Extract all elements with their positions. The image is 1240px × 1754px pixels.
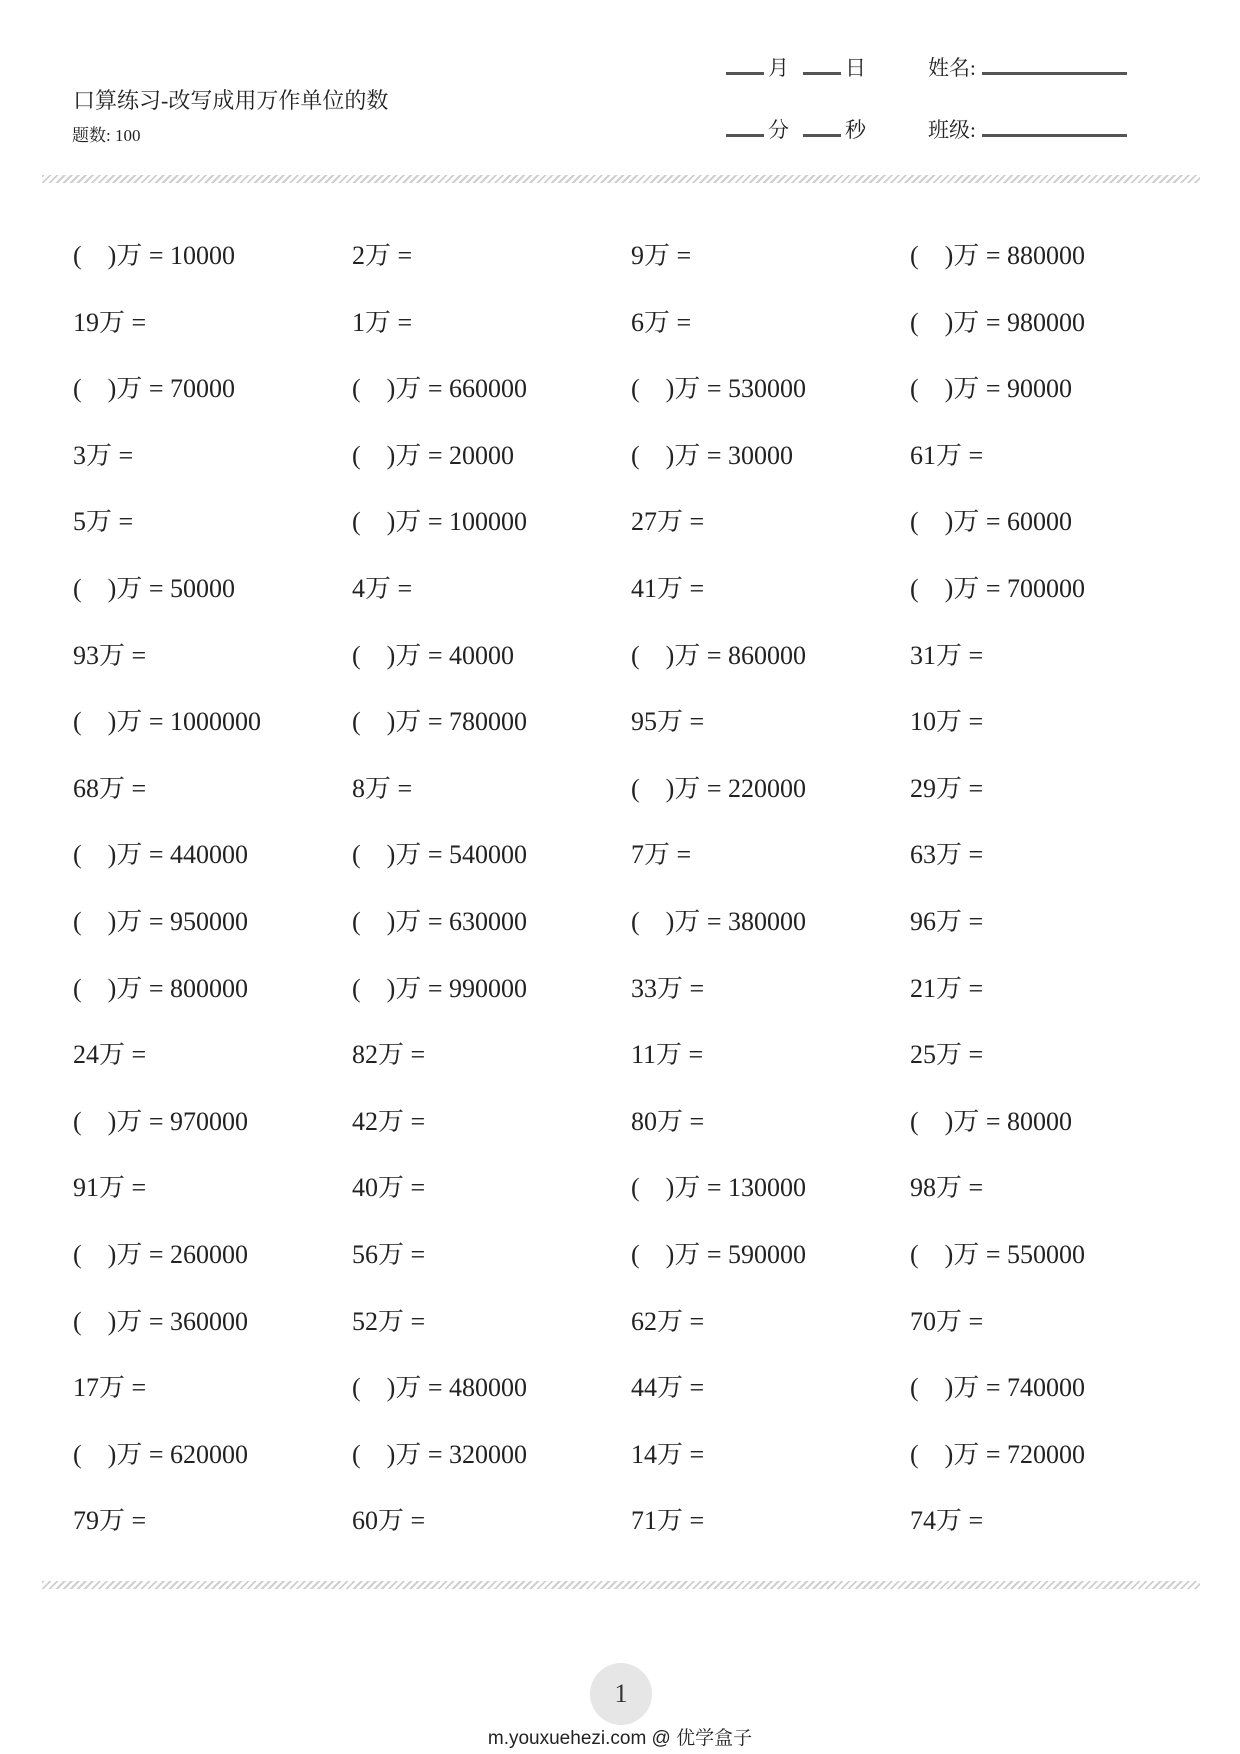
problem-item: 25万 = [910, 1040, 984, 1070]
problem-item: 7万 = [631, 840, 692, 870]
problem-item: ( )万 = 970000 [73, 1106, 248, 1136]
problem-item: 14万 = [631, 1439, 705, 1469]
problem-row [73, 1170, 1193, 1237]
problem-item: 42万 = [352, 1106, 426, 1136]
problem-item: ( )万 = 540000 [352, 840, 527, 870]
problem-item: 27万 = [631, 507, 705, 537]
problem-item: ( )万 = 10000 [73, 241, 235, 270]
problem-item: ( )万 = 1000000 [73, 707, 261, 737]
problem-row [73, 1304, 1193, 1371]
problem-item: ( )万 = 700000 [910, 573, 1085, 603]
problem-row [73, 1503, 1193, 1570]
problem-item: ( )万 = 780000 [352, 707, 527, 737]
worksheet-title: 口算练习-改写成用万作单位的数 [73, 88, 389, 113]
problem-item: 52万 = [352, 1306, 426, 1336]
day-label: 日 [845, 56, 866, 80]
problem-item: ( )万 = 380000 [631, 906, 806, 936]
name-label: 姓名: [928, 56, 976, 80]
month-blank[interactable] [726, 60, 764, 75]
problem-item: ( )万 = 860000 [631, 640, 806, 670]
problem-item: ( )万 = 530000 [631, 374, 806, 404]
problem-item: ( )万 = 980000 [910, 307, 1085, 337]
problem-item: ( )万 = 660000 [352, 374, 527, 404]
problem-item: ( )万 = 480000 [352, 1373, 527, 1403]
problem-row [73, 771, 1193, 838]
problem-item: 82万 = [352, 1040, 426, 1070]
class-blank[interactable] [982, 122, 1127, 137]
problem-row [73, 371, 1193, 438]
problem-item: ( )万 = 20000 [352, 440, 514, 470]
problem-item: 70万 = [910, 1306, 984, 1336]
problem-item: 93万 = [73, 640, 147, 670]
problem-row [73, 704, 1193, 771]
problem-item: 24万 = [73, 1040, 147, 1070]
problem-item: ( )万 = 740000 [910, 1373, 1085, 1403]
time-field [726, 114, 866, 144]
problem-item: 19万 = [73, 307, 147, 337]
problem-item: ( )万 = 620000 [73, 1439, 248, 1469]
problem-item: ( )万 = 320000 [352, 1439, 527, 1469]
minute-blank[interactable] [726, 122, 764, 137]
problem-item: ( )万 = 80000 [910, 1106, 1072, 1136]
problem-item: ( )万 = 260000 [73, 1239, 248, 1269]
problem-item: ( )万 = 720000 [910, 1439, 1085, 1469]
problem-item: ( )万 = 40000 [352, 640, 514, 670]
problem-row [73, 904, 1193, 971]
problem-item: 63万 = [910, 840, 984, 870]
problem-item: ( )万 = 550000 [910, 1239, 1085, 1269]
problem-item: ( )万 = 990000 [352, 973, 527, 1003]
problem-item: ( )万 = 630000 [352, 906, 527, 936]
problem-item: 4万 = [352, 573, 413, 603]
problem-item: ( )万 = 130000 [631, 1173, 806, 1203]
problem-item: ( )万 = 590000 [631, 1239, 806, 1269]
problem-row [73, 971, 1193, 1038]
problem-item: ( )万 = 220000 [631, 773, 806, 803]
problem-item: 3万 = [73, 440, 134, 470]
page-number-badge: 1 [590, 1663, 652, 1725]
problem-item: 2万 = [352, 241, 413, 270]
problem-item: ( )万 = 50000 [73, 573, 235, 603]
problem-row [73, 638, 1193, 705]
name-field [928, 52, 1127, 82]
problem-row [73, 1437, 1193, 1504]
problem-item: 6万 = [631, 307, 692, 337]
problem-item: 74万 = [910, 1506, 984, 1536]
problem-row [73, 238, 1193, 305]
second-label: 秒 [845, 118, 866, 142]
problem-row [73, 1037, 1193, 1104]
problem-item: ( )万 = 90000 [910, 374, 1072, 404]
problem-item: 40万 = [352, 1173, 426, 1203]
problem-count: 题数: 100 [72, 126, 141, 145]
problem-row [73, 305, 1193, 372]
problem-row [73, 1370, 1193, 1437]
minute-label: 分 [768, 118, 789, 142]
problem-item: 56万 = [352, 1239, 426, 1269]
problem-item: 8万 = [352, 773, 413, 803]
problem-item: 29万 = [910, 773, 984, 803]
second-blank[interactable] [803, 122, 841, 137]
problem-item: 71万 = [631, 1506, 705, 1536]
problem-item: ( )万 = 950000 [73, 906, 248, 936]
problem-item: 96万 = [910, 906, 984, 936]
problem-item: 9万 = [631, 241, 692, 270]
problem-row [73, 1104, 1193, 1171]
problem-row [73, 571, 1193, 638]
problem-item: 60万 = [352, 1506, 426, 1536]
problem-row [73, 1237, 1193, 1304]
problem-item: ( )万 = 60000 [910, 507, 1072, 537]
problem-item: ( )万 = 70000 [73, 374, 235, 404]
problem-item: ( )万 = 880000 [910, 241, 1085, 270]
problem-item: 79万 = [73, 1506, 147, 1536]
problem-item: 68万 = [73, 773, 147, 803]
month-label: 月 [768, 56, 789, 80]
problem-item: ( )万 = 100000 [352, 507, 527, 537]
problem-item: 95万 = [631, 707, 705, 737]
problem-grid [73, 238, 1193, 1570]
top-divider [42, 175, 1200, 183]
name-blank[interactable] [982, 60, 1127, 75]
problem-item: ( )万 = 30000 [631, 440, 793, 470]
problem-item: 10万 = [910, 707, 984, 737]
problem-row [73, 837, 1193, 904]
problem-item: 44万 = [631, 1373, 705, 1403]
problem-item: 21万 = [910, 973, 984, 1003]
problem-item: 5万 = [73, 507, 134, 537]
problem-item: 33万 = [631, 973, 705, 1003]
month-day-field [726, 52, 866, 82]
problem-item: 62万 = [631, 1306, 705, 1336]
problem-item: 41万 = [631, 573, 705, 603]
bottom-divider [42, 1581, 1200, 1589]
problem-item: 17万 = [73, 1373, 147, 1403]
class-field [928, 114, 1127, 144]
problem-item: 91万 = [73, 1173, 147, 1203]
problem-item: 1万 = [352, 307, 413, 337]
class-label: 班级: [928, 118, 976, 142]
problem-item: 31万 = [910, 640, 984, 670]
problem-item: ( )万 = 800000 [73, 973, 248, 1003]
problem-item: 80万 = [631, 1106, 705, 1136]
footer-site: m.youxuehezi.com @ 优学盒子 [487, 1728, 753, 1749]
problem-item: 98万 = [910, 1173, 984, 1203]
problem-item: ( )万 = 360000 [73, 1306, 248, 1336]
problem-item: ( )万 = 440000 [73, 840, 248, 870]
problem-row [73, 438, 1193, 505]
problem-item: 61万 = [910, 440, 984, 470]
day-blank[interactable] [803, 60, 841, 75]
problem-item: 11万 = [631, 1040, 704, 1070]
problem-row [73, 504, 1193, 571]
